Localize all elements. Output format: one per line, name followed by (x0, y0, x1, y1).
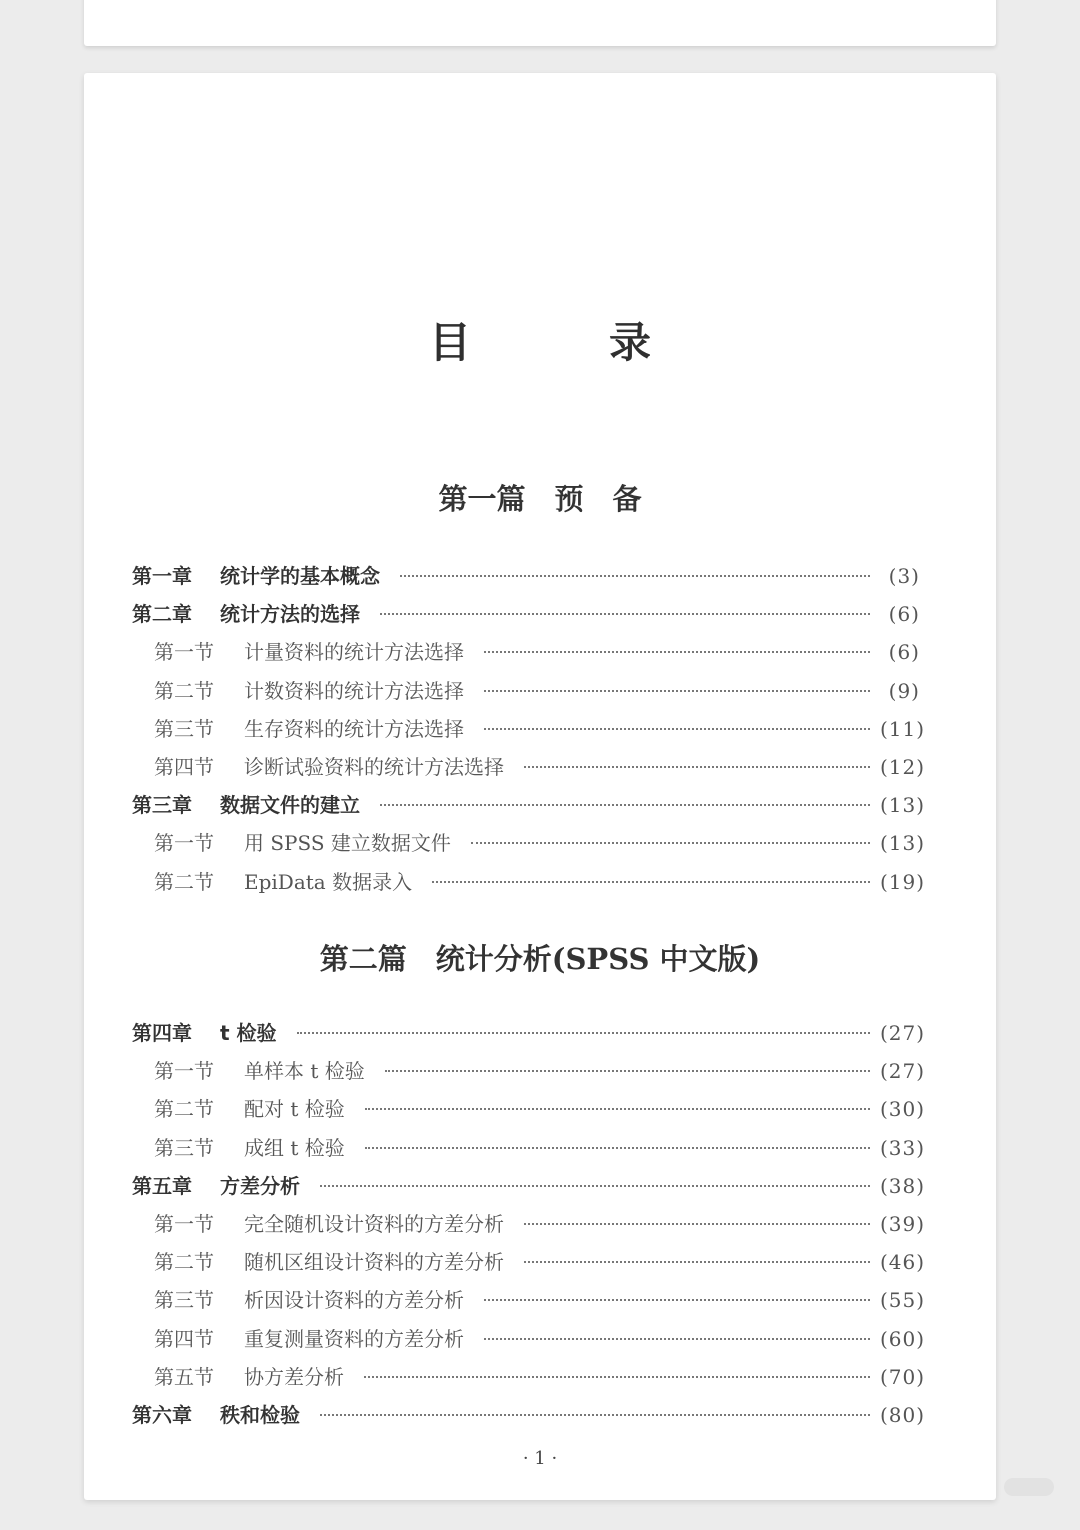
toc-entry-number: 第一节 (154, 1059, 214, 1084)
toc-entry-section[interactable] (132, 1358, 926, 1396)
toc-entry-number: 第二节 (154, 1250, 214, 1275)
toc-entry-title: 计量资料的统计方法选择 (244, 640, 464, 665)
toc-entry-section[interactable] (132, 1243, 926, 1281)
toc-entry-title: t 检验 (220, 1021, 277, 1045)
toc-entry-section[interactable] (132, 1205, 926, 1243)
toc-list-part-1 (132, 557, 926, 901)
toc-entry-number: 第二节 (154, 869, 214, 894)
toc-entry-page: (60) (880, 1326, 926, 1351)
toc-entry-chapter[interactable] (132, 1396, 926, 1434)
toc-dot-leader (365, 1147, 870, 1149)
toc-entry-title: 数据文件的建立 (220, 793, 360, 818)
toc-entry-title: 配对 t 检验 (244, 1097, 345, 1122)
toc-entry-page: (9) (888, 678, 920, 703)
toc-entry-title: 完全随机设计资料的方差分析 (244, 1211, 504, 1236)
toc-entry-page: (30) (880, 1097, 926, 1122)
toc-dot-leader (320, 1185, 870, 1187)
toc-dot-leader (471, 842, 870, 844)
toc-entry-page: (46) (880, 1250, 926, 1275)
toc-entry-number: 第一节 (154, 831, 214, 856)
watermark-badge (1004, 1478, 1054, 1496)
toc-entry-title: 统计学的基本概念 (220, 564, 380, 588)
toc-entry-section[interactable] (132, 748, 926, 786)
toc-entry-section[interactable] (132, 710, 926, 748)
toc-entry-page: (39) (880, 1211, 926, 1236)
toc-entry-number: 第三章 (132, 793, 192, 818)
toc-entry-title: 生存资料的统计方法选择 (244, 716, 464, 741)
toc-dot-leader (524, 1261, 870, 1263)
toc-entry-number: 第一章 (132, 564, 192, 588)
previous-page-edge (84, 0, 996, 46)
toc-entry-chapter[interactable] (132, 786, 926, 824)
toc-entry-title: 随机区组设计资料的方差分析 (244, 1250, 504, 1275)
toc-entry-number: 第二节 (154, 1097, 214, 1122)
toc-entry-section[interactable] (132, 1320, 926, 1358)
toc-dot-leader (400, 575, 870, 577)
toc-entry-number: 第四节 (154, 1326, 214, 1351)
toc-dot-leader (484, 651, 870, 653)
toc-entry-section[interactable] (132, 1052, 926, 1090)
toc-dot-leader (320, 1414, 870, 1416)
toc-entry-section[interactable] (132, 863, 926, 901)
toc-entry-chapter[interactable] (132, 1014, 926, 1052)
toc-entry-number: 第四节 (154, 754, 214, 779)
toc-dot-leader (365, 1108, 870, 1110)
toc-entry-title: 方差分析 (220, 1173, 300, 1198)
toc-dot-leader (484, 1338, 870, 1340)
toc-dot-leader (385, 1070, 870, 1072)
toc-dot-leader (380, 613, 870, 615)
toc-dot-leader (524, 1223, 870, 1225)
toc-entry-title: 协方差分析 (244, 1364, 344, 1389)
toc-entry-number: 第一节 (154, 1211, 214, 1236)
toc-entry-title: 用 SPSS 建立数据文件 (244, 831, 451, 856)
toc-entry-number: 第二节 (154, 678, 214, 703)
toc-dot-leader (297, 1032, 870, 1034)
toc-entry-title: 重复测量资料的方差分析 (244, 1326, 464, 1351)
toc-entry-page: (55) (880, 1288, 926, 1313)
toc-entry-page: (13) (880, 831, 926, 856)
toc-entry-number: 第三节 (154, 716, 214, 741)
toc-entry-page: (70) (880, 1364, 926, 1389)
toc-entry-section[interactable] (132, 1090, 926, 1128)
toc-entry-page: (33) (880, 1135, 926, 1160)
toc-list-part-2 (132, 1014, 926, 1434)
toc-entry-number: 第六章 (132, 1402, 192, 1427)
toc-entry-page: (19) (880, 869, 926, 894)
toc-dot-leader (432, 881, 870, 883)
toc-entry-title: EpiData 数据录入 (244, 869, 413, 894)
toc-entry-number: 第三节 (154, 1288, 214, 1313)
part-heading-1 (84, 479, 996, 519)
toc-entry-chapter[interactable] (132, 1167, 926, 1205)
toc-entry-title: 秩和检验 (220, 1402, 300, 1427)
toc-dot-leader (524, 766, 870, 768)
toc-entry-section[interactable] (132, 672, 920, 710)
toc-entry-title: 成组 t 检验 (244, 1135, 345, 1160)
toc-entry-title: 诊断试验资料的统计方法选择 (244, 754, 504, 779)
toc-entry-number: 第二章 (132, 602, 192, 627)
toc-entry-section[interactable] (132, 1281, 926, 1319)
toc-entry-title: 析因设计资料的方差分析 (244, 1288, 464, 1313)
toc-entry-title: 单样本 t 检验 (244, 1059, 365, 1084)
toc-entry-number: 第四章 (132, 1021, 192, 1045)
toc-entry-number: 第五节 (154, 1364, 214, 1389)
toc-entry-section[interactable] (132, 633, 920, 671)
toc-entry-page: (6) (888, 640, 920, 665)
toc-entry-page: (38) (880, 1173, 926, 1198)
toc-entry-page: (11) (880, 716, 926, 741)
toc-entry-chapter[interactable] (132, 557, 920, 595)
toc-entry-number: 第三节 (154, 1135, 214, 1160)
toc-entry-page: (3) (888, 564, 920, 588)
toc-entry-page: (27) (880, 1059, 926, 1084)
toc-title: 目 录 (428, 318, 699, 367)
toc-entry-page: (27) (880, 1021, 926, 1045)
toc-entry-number: 第五章 (132, 1173, 192, 1198)
document-page[interactable] (84, 73, 996, 1500)
toc-dot-leader (364, 1376, 870, 1378)
part-heading-1-text: 第一篇 预 备 (438, 482, 642, 516)
toc-entry-page: (80) (880, 1402, 926, 1427)
toc-entry-title: 计数资料的统计方法选择 (244, 678, 464, 703)
toc-entry-section[interactable] (132, 824, 926, 862)
toc-dot-leader (484, 690, 870, 692)
part-heading-2-text: 第二篇 统计分析(SPSS 中文版) (319, 942, 761, 976)
toc-entry-title: 统计方法的选择 (220, 602, 360, 627)
part-heading-2 (84, 939, 996, 979)
toc-dot-leader (484, 1299, 870, 1301)
toc-entry-chapter[interactable] (132, 595, 920, 633)
toc-entry-section[interactable] (132, 1129, 926, 1167)
toc-dot-leader (484, 728, 870, 730)
page-number: · 1 · (522, 1448, 558, 1469)
toc-dot-leader (380, 804, 870, 806)
toc-entry-page: (12) (880, 754, 926, 779)
toc-entry-page: (6) (888, 602, 920, 627)
toc-entry-number: 第一节 (154, 640, 214, 665)
toc-entry-page: (13) (880, 793, 926, 818)
